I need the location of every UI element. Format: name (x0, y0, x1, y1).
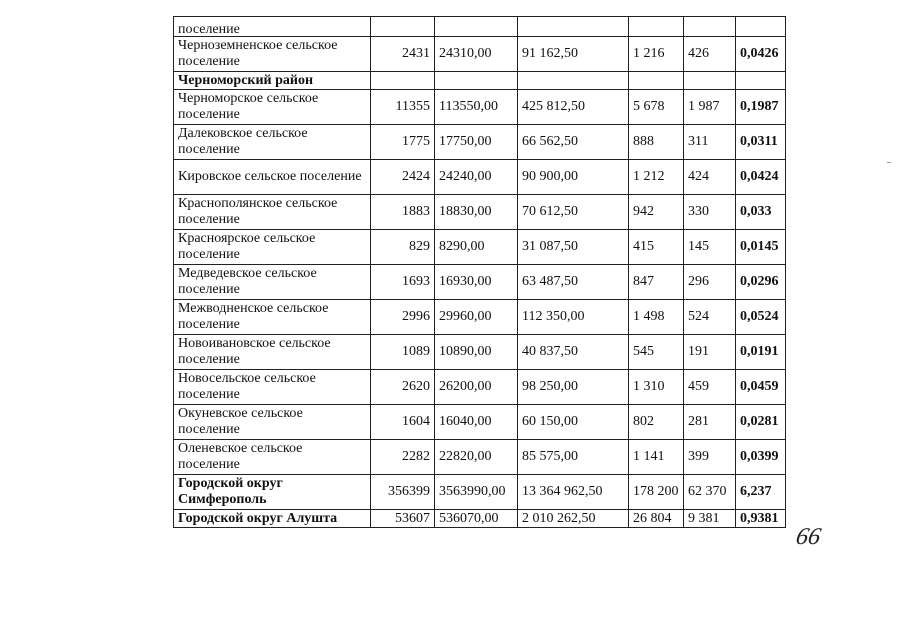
district-heading-row (174, 72, 786, 90)
total-cell: 40 837,50 (518, 335, 629, 370)
settlement-name-cell (174, 475, 371, 510)
population-cell: 53607 (371, 510, 435, 528)
coefficient-cell (736, 72, 786, 90)
table-row (174, 160, 786, 195)
total-cell: 31 087,50 (518, 230, 629, 265)
population-cell: 1089 (371, 335, 435, 370)
settlement-name: Черноморский район (178, 72, 314, 88)
amount-cell: 16040,00 (435, 405, 518, 440)
coefficient-cell: 0,0296 (736, 265, 786, 300)
total-cell: 63 487,50 (518, 265, 629, 300)
total-cell: 85 575,00 (518, 440, 629, 475)
share-b-cell: 330 (684, 195, 736, 230)
table-row (174, 125, 786, 160)
coefficient-cell: 0,0459 (736, 370, 786, 405)
settlement-name: Черноморское сельское поселение (178, 91, 319, 122)
population-cell: 2282 (371, 440, 435, 475)
share-b-cell: 524 (684, 300, 736, 335)
total-cell: 98 250,00 (518, 370, 629, 405)
amount-cell: 16930,00 (435, 265, 518, 300)
settlement-name: Новоивановское сельское поселение (178, 336, 331, 367)
settlement-name: Медведевское сельское поселение (178, 266, 317, 297)
share-a-cell: 26 804 (629, 510, 684, 528)
coefficient-cell: 6,237 (736, 475, 786, 510)
page-number-handwritten (793, 520, 838, 552)
amount-cell: 17750,00 (435, 125, 518, 160)
share-a-cell: 178 200 (629, 475, 684, 510)
share-a-cell: 1 310 (629, 370, 684, 405)
settlement-name-cell (174, 17, 371, 37)
total-cell: 425 812,50 (518, 90, 629, 125)
coefficient-cell (736, 17, 786, 37)
amount-cell: 3563990,00 (435, 475, 518, 510)
table-row (174, 510, 786, 528)
settlement-name-cell (174, 230, 371, 265)
population-cell: 2620 (371, 370, 435, 405)
total-cell: 13 364 962,50 (518, 475, 629, 510)
share-a-cell (629, 17, 684, 37)
population-cell: 1775 (371, 125, 435, 160)
amount-cell: 24240,00 (435, 160, 518, 195)
total-cell (518, 17, 629, 37)
population-cell: 11355 (371, 90, 435, 125)
settlement-name-cell (174, 72, 371, 90)
share-b-cell: 1 987 (684, 90, 736, 125)
population-cell: 1604 (371, 405, 435, 440)
settlement-name: поселение (178, 22, 240, 37)
amount-cell: 113550,00 (435, 90, 518, 125)
table-row (174, 37, 786, 72)
share-b-cell (684, 17, 736, 37)
table-body (174, 17, 786, 528)
amount-cell: 10890,00 (435, 335, 518, 370)
settlement-name: Городской округ Алушта (178, 510, 338, 526)
table-row (174, 300, 786, 335)
amount-cell (435, 72, 518, 90)
table-row (174, 195, 786, 230)
coefficient-cell: 0,033 (736, 195, 786, 230)
coefficient-cell: 0,0424 (736, 160, 786, 195)
settlement-name: Черноземненское сельское поселение (178, 38, 338, 69)
settlement-name-cell (174, 37, 371, 72)
total-cell (518, 72, 629, 90)
table-row (174, 90, 786, 125)
settlement-name: Далековское сельское поселение (178, 126, 308, 157)
coefficient-cell: 0,0281 (736, 405, 786, 440)
share-b-cell: 145 (684, 230, 736, 265)
settlement-name-cell (174, 125, 371, 160)
share-b-cell: 311 (684, 125, 736, 160)
population-cell: 1883 (371, 195, 435, 230)
share-b-cell: 424 (684, 160, 736, 195)
settlement-name: Городской округ Симферополь (178, 476, 283, 507)
share-b-cell: 62 370 (684, 475, 736, 510)
total-cell: 2 010 262,50 (518, 510, 629, 528)
population-cell: 356399 (371, 475, 435, 510)
total-cell: 91 162,50 (518, 37, 629, 72)
population-cell: 2996 (371, 300, 435, 335)
amount-cell: 8290,00 (435, 230, 518, 265)
table-row (174, 265, 786, 300)
population-cell: 1693 (371, 265, 435, 300)
share-b-cell: 296 (684, 265, 736, 300)
settlement-name: Оленевское сельское поселение (178, 441, 303, 472)
share-a-cell: 415 (629, 230, 684, 265)
coefficient-cell: 0,0145 (736, 230, 786, 265)
population-cell (371, 17, 435, 37)
coefficient-cell: 0,1987 (736, 90, 786, 125)
population-cell: 2424 (371, 160, 435, 195)
share-a-cell: 942 (629, 195, 684, 230)
table-row (174, 475, 786, 510)
amount-cell (435, 17, 518, 37)
settlement-name: Кировское сельское поселение (178, 169, 362, 184)
share-b-cell: 281 (684, 405, 736, 440)
settlement-name-cell (174, 335, 371, 370)
settlement-name-cell (174, 440, 371, 475)
coefficient-cell: 0,0191 (736, 335, 786, 370)
share-b-cell: 399 (684, 440, 736, 475)
total-cell: 66 562,50 (518, 125, 629, 160)
settlement-name-cell (174, 265, 371, 300)
margin-mark (887, 162, 891, 163)
table-row (174, 405, 786, 440)
share-b-cell: 191 (684, 335, 736, 370)
coefficient-cell: 0,0524 (736, 300, 786, 335)
table-row (174, 370, 786, 405)
total-cell: 60 150,00 (518, 405, 629, 440)
settlement-name: Красноярское сельское поселение (178, 231, 316, 262)
share-b-cell: 459 (684, 370, 736, 405)
share-a-cell: 1 216 (629, 37, 684, 72)
share-a-cell (629, 72, 684, 90)
settlement-name: Новосельское сельское поселение (178, 371, 316, 402)
share-a-cell: 1 212 (629, 160, 684, 195)
page-number-text: 66 (793, 523, 824, 550)
amount-cell: 536070,00 (435, 510, 518, 528)
municipal-distribution-table (173, 16, 786, 528)
settlement-name-cell (174, 160, 371, 195)
share-a-cell: 847 (629, 265, 684, 300)
population-cell: 2431 (371, 37, 435, 72)
amount-cell: 22820,00 (435, 440, 518, 475)
coefficient-cell: 0,9381 (736, 510, 786, 528)
amount-cell: 18830,00 (435, 195, 518, 230)
share-b-cell (684, 72, 736, 90)
settlement-name-cell (174, 405, 371, 440)
share-a-cell: 5 678 (629, 90, 684, 125)
share-b-cell: 426 (684, 37, 736, 72)
coefficient-cell: 0,0399 (736, 440, 786, 475)
share-a-cell: 1 498 (629, 300, 684, 335)
settlement-name: Краснополянское сельское поселение (178, 196, 338, 227)
amount-cell: 24310,00 (435, 37, 518, 72)
total-cell: 112 350,00 (518, 300, 629, 335)
settlement-name-cell (174, 510, 371, 528)
table-row (174, 17, 786, 37)
total-cell: 90 900,00 (518, 160, 629, 195)
settlement-name: Межводненское сельское поселение (178, 301, 329, 332)
population-cell: 829 (371, 230, 435, 265)
table-row (174, 440, 786, 475)
table-row (174, 230, 786, 265)
coefficient-cell: 0,0311 (736, 125, 786, 160)
share-a-cell: 545 (629, 335, 684, 370)
settlement-name-cell (174, 195, 371, 230)
settlement-name-cell (174, 300, 371, 335)
settlement-name-cell (174, 90, 371, 125)
total-cell: 70 612,50 (518, 195, 629, 230)
share-a-cell: 1 141 (629, 440, 684, 475)
table-row (174, 335, 786, 370)
share-a-cell: 802 (629, 405, 684, 440)
share-a-cell: 888 (629, 125, 684, 160)
amount-cell: 29960,00 (435, 300, 518, 335)
settlement-name: Окуневское сельское поселение (178, 406, 303, 437)
settlement-name-cell (174, 370, 371, 405)
amount-cell: 26200,00 (435, 370, 518, 405)
population-cell (371, 72, 435, 90)
share-b-cell: 9 381 (684, 510, 736, 528)
coefficient-cell: 0,0426 (736, 37, 786, 72)
